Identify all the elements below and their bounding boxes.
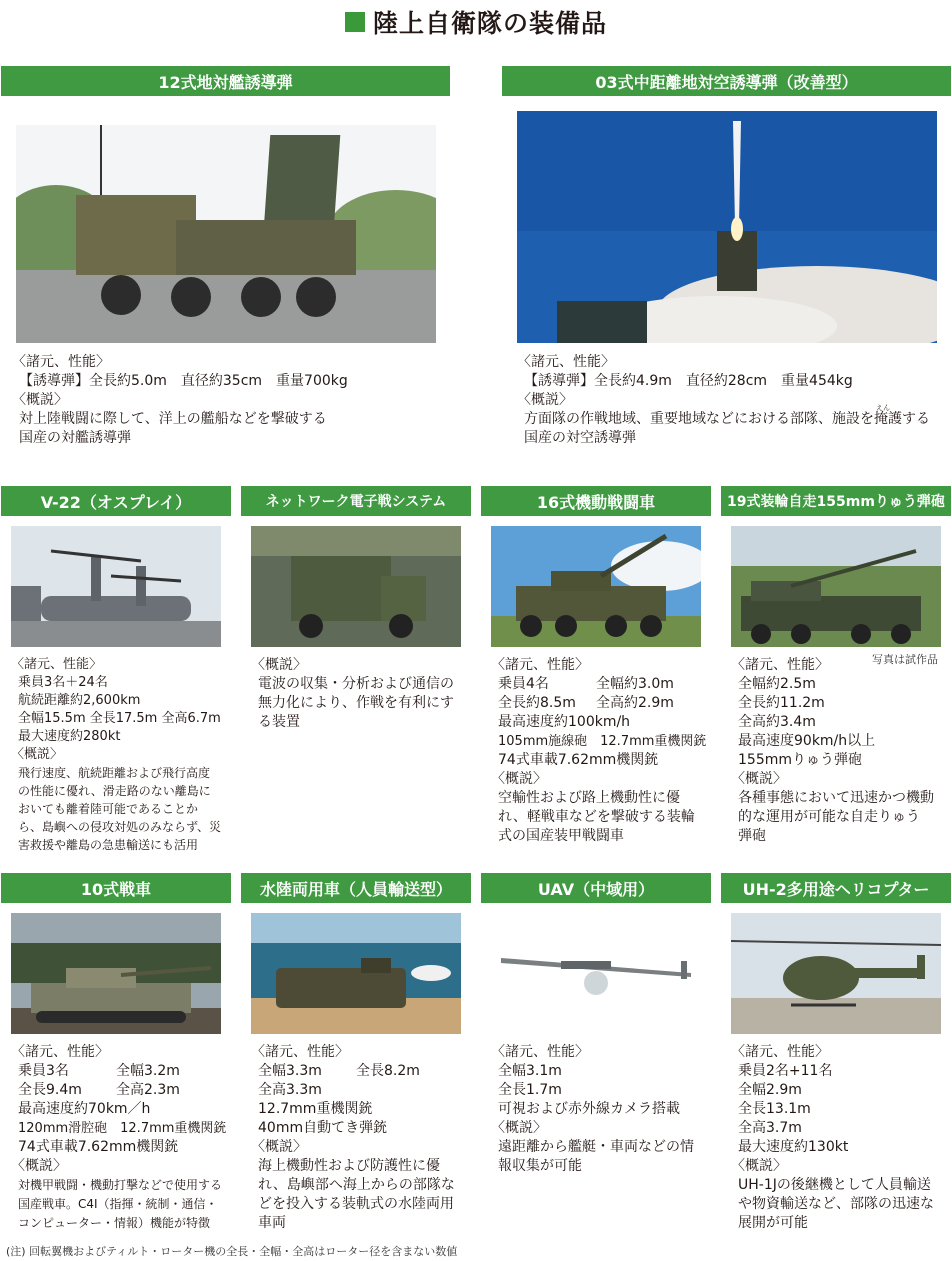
spec-line: 全幅2.9m bbox=[738, 1082, 802, 1098]
summary-label: 〈概説〉 bbox=[491, 1120, 547, 1136]
spec-cell: 全幅約3.0m bbox=[596, 676, 674, 692]
summary-line: 飛行速度、航続距離および飛行高度 bbox=[18, 766, 211, 780]
photo-type16-mcv bbox=[491, 526, 701, 647]
item-title: 水陸両用車（人員輸送型） bbox=[241, 873, 471, 903]
spec-line: 最高速度90km/h以上 bbox=[738, 733, 876, 749]
spec-line: 全幅約2.5m bbox=[738, 676, 816, 692]
summary-line: や物資輸送など、部隊の迅速な bbox=[738, 1196, 934, 1212]
photo-v22 bbox=[11, 526, 221, 647]
spec-row bbox=[251, 1062, 455, 1081]
spec-label: 〈諸元、性能〉 bbox=[11, 1044, 109, 1060]
item-text-type03-sam bbox=[517, 353, 930, 448]
spec-cell: 全長9.4m bbox=[18, 1082, 82, 1098]
summary-label: 〈概説〉 bbox=[251, 1139, 307, 1155]
summary-line: 車両 bbox=[258, 1215, 286, 1231]
item-card-type10-tank bbox=[1, 873, 231, 903]
item-card-v22 bbox=[1, 486, 231, 516]
ruby-en: えん bbox=[876, 404, 890, 412]
page-header bbox=[0, 0, 952, 44]
summary-line: 対機甲戦闘・機動打撃などで使用する bbox=[18, 1178, 223, 1192]
item-card-network-ew bbox=[241, 486, 471, 516]
spec-label: 〈諸元、性能〉 bbox=[11, 657, 103, 672]
spec-line: 12.7mm重機関銃 bbox=[258, 1101, 373, 1117]
item-title: 19式装輪自走155mmりゅう弾砲 bbox=[721, 486, 951, 516]
summary-line: 式の国産装甲戦闘車 bbox=[498, 828, 624, 844]
item-card-type19-howitzer bbox=[721, 486, 951, 516]
summary-line: 的な運用が可能な自走りゅう bbox=[738, 809, 920, 825]
spec-cell: 乗員3名 bbox=[18, 1063, 69, 1079]
spec-line: 全高3.7m bbox=[738, 1120, 802, 1136]
title-square-icon bbox=[345, 12, 365, 32]
summary-label: 〈概説〉 bbox=[517, 392, 573, 408]
item-card-uh2 bbox=[721, 873, 951, 903]
spec-cell: 全幅3.2m bbox=[116, 1063, 180, 1079]
item-text-type16-mcv bbox=[491, 656, 706, 846]
item-card-aav bbox=[241, 873, 471, 903]
spec-line: 乗員2名+11名 bbox=[738, 1063, 833, 1079]
spec-cell: 全長8.2m bbox=[356, 1063, 420, 1079]
spec-line: 全長1.7m bbox=[498, 1082, 562, 1098]
spec-label: 〈諸元、性能〉 bbox=[731, 1044, 829, 1060]
summary-label: 〈概説〉 bbox=[731, 1158, 787, 1174]
spec-cell: 乗員4名 bbox=[498, 676, 549, 692]
summary-line: ら、島嶼への侵攻対処のみならず、災 bbox=[18, 820, 222, 834]
summary-line: 電波の収集・分析および通信の bbox=[258, 676, 454, 692]
item-card-uav bbox=[481, 873, 711, 903]
item-title: 16式機動戦闘車 bbox=[481, 486, 711, 516]
summary-line: 各種事態において迅速かつ機動 bbox=[738, 790, 934, 806]
spec-line: 155mmりゅう弾砲 bbox=[738, 752, 862, 768]
summary-line: れ、軽戦車などを撃破する装輪 bbox=[498, 809, 695, 825]
summary-line: 無力化により、作戦を有利にす bbox=[258, 695, 454, 711]
summary-line: UH-1Jの後継機として人員輸送 bbox=[738, 1177, 931, 1193]
item-text-network-ew bbox=[251, 656, 454, 732]
spec-cell: 全高2.3m bbox=[116, 1082, 180, 1098]
item-text-aav bbox=[251, 1043, 455, 1233]
spec-line: 全長13.1m bbox=[738, 1101, 811, 1117]
summary-line: る装置 bbox=[258, 714, 300, 730]
item-title: 03式中距離地対空誘導弾（改善型） bbox=[502, 66, 951, 96]
spec-cell: 全幅3.3m bbox=[258, 1063, 322, 1079]
summary-line: 国産の対艦誘導弾 bbox=[19, 430, 131, 446]
spec-line: 74式車載7.62mm機関銃 bbox=[18, 1139, 179, 1155]
summary-line: 方面隊の作戦地域、重要地域などにおける部隊、施設を掩護する bbox=[524, 411, 930, 427]
spec-line: 74式車載7.62mm機関銃 bbox=[498, 752, 659, 768]
spec-line: 全高3.3m bbox=[258, 1082, 322, 1098]
spec-line: 航続距離約2,600km bbox=[18, 693, 141, 708]
summary-line: 弾砲 bbox=[738, 828, 766, 844]
summary-line: の性能に優れ、滑走路のない離島に bbox=[18, 784, 211, 798]
item-text-type19-howitzer bbox=[731, 656, 934, 846]
spec-cell: 全長約8.5m bbox=[498, 695, 576, 711]
spec-line: 120mm滑腔砲 12.7mm重機関銃 bbox=[18, 1121, 227, 1136]
photo-type19-howitzer bbox=[731, 526, 941, 647]
item-title: V-22（オスプレイ） bbox=[1, 486, 231, 516]
spec-line: 最高速度約70km／h bbox=[18, 1101, 151, 1117]
spec-line: 全幅3.1m bbox=[498, 1063, 562, 1079]
photo-type12-ssm bbox=[16, 125, 436, 343]
summary-line: どを投入する装軌式の水陸両用 bbox=[258, 1196, 454, 1212]
summary-line: れ、島嶼部へ海上からの部隊な bbox=[258, 1177, 455, 1193]
spec-line: 【誘導弾】全長約5.0m 直径約35cm 重量700kg bbox=[19, 373, 348, 389]
summary-line: 対上陸戦闘に際して、洋上の艦船などを撃破する bbox=[19, 411, 327, 427]
item-card-type03-sam bbox=[502, 66, 951, 96]
spec-row bbox=[11, 1062, 226, 1081]
summary-label: 〈概説〉 bbox=[491, 771, 547, 787]
photo-network-ew bbox=[251, 526, 461, 647]
photo-type03-sam bbox=[517, 111, 937, 343]
summary-line: 空輸性および路上機動性に優 bbox=[498, 790, 680, 806]
summary-line: 海上機動性および防護性に優 bbox=[258, 1158, 440, 1174]
summary-line: 展開が可能 bbox=[738, 1215, 808, 1231]
item-title: UAV（中域用） bbox=[481, 873, 711, 903]
page-title: 陸上自衛隊の装備品 bbox=[372, 9, 607, 38]
summary-line: 害救援や離島の急患輸送にも活用 bbox=[18, 838, 199, 852]
spec-line: 40mm自動てき弾銃 bbox=[258, 1120, 388, 1136]
photo-aav bbox=[251, 913, 461, 1034]
spec-label: 〈諸元、性能〉 bbox=[491, 1044, 589, 1060]
item-title: UH-2多用途ヘリコプター bbox=[721, 873, 951, 903]
spec-label: 〈諸元、性能〉 bbox=[517, 354, 615, 370]
summary-line: おいても離着陸可能であることか bbox=[18, 802, 199, 816]
spec-line: 乗員3名＋24名 bbox=[18, 675, 108, 690]
item-text-type10-tank bbox=[11, 1043, 226, 1233]
item-text-uh2 bbox=[731, 1043, 934, 1233]
item-title: 12式地対艦誘導弾 bbox=[1, 66, 450, 96]
spec-cell: 全高約2.9m bbox=[596, 695, 674, 711]
summary-line: 国産の対空誘導弾 bbox=[524, 430, 636, 446]
spec-line: 【誘導弾】全長約4.9m 直径約28cm 重量454kg bbox=[524, 373, 853, 389]
spec-label: 〈諸元、性能〉 bbox=[251, 1044, 349, 1060]
summary-label: 〈概説〉 bbox=[12, 392, 68, 408]
item-text-type12-ssm bbox=[12, 353, 348, 448]
summary-label: 〈概説〉 bbox=[11, 1158, 67, 1174]
item-card-type12-ssm bbox=[1, 66, 450, 96]
item-text-v22 bbox=[11, 656, 221, 854]
summary-line: コンピューター・情報）機能が特徴 bbox=[18, 1216, 211, 1230]
item-text-uav bbox=[491, 1043, 694, 1176]
item-card-type16-mcv bbox=[481, 486, 711, 516]
spec-line: 全高約3.4m bbox=[738, 714, 816, 730]
spec-line: 105mm施線砲 12.7mm重機関銃 bbox=[498, 734, 707, 749]
summary-line: 国産戦車。C4I（指揮・統制・通信・ bbox=[18, 1197, 218, 1211]
spec-line: 可視および赤外線カメラ搭載 bbox=[498, 1101, 680, 1117]
photo-caption: 写真は試作品 bbox=[872, 653, 938, 666]
spec-line: 全長約11.2m bbox=[738, 695, 825, 711]
summary-label: 〈概説〉 bbox=[731, 771, 787, 787]
photo-type10-tank bbox=[11, 913, 221, 1034]
spec-row bbox=[491, 675, 706, 694]
spec-label: 〈諸元、性能〉 bbox=[491, 657, 589, 673]
spec-line: 最大速度約130kt bbox=[738, 1139, 849, 1155]
summary-line: 報収集が可能 bbox=[498, 1158, 582, 1174]
spec-line: 最高速度約100km/h bbox=[498, 714, 631, 730]
spec-label: 〈諸元、性能〉 bbox=[731, 657, 829, 673]
spec-line: 最大速度約280kt bbox=[18, 729, 121, 744]
spec-row bbox=[11, 1081, 226, 1100]
summary-label: 〈概説〉 bbox=[11, 747, 64, 762]
photo-uav bbox=[491, 913, 701, 1034]
photo-uh2 bbox=[731, 913, 941, 1034]
spec-line: 全幅15.5m 全長17.5m 全高6.7m bbox=[18, 711, 221, 726]
spec-row bbox=[491, 694, 706, 713]
item-title: 10式戦車 bbox=[1, 873, 231, 903]
footnote: (注) 回転翼機およびティルト・ローター機の全長・全幅・全高はローター径を含まない数値 bbox=[6, 1245, 458, 1258]
spec-label: 〈諸元、性能〉 bbox=[12, 354, 110, 370]
summary-line: 遠距離から艦艇・車両などの情 bbox=[498, 1139, 694, 1155]
item-title: ネットワーク電子戦システム bbox=[241, 486, 471, 516]
summary-label: 〈概説〉 bbox=[251, 657, 307, 673]
